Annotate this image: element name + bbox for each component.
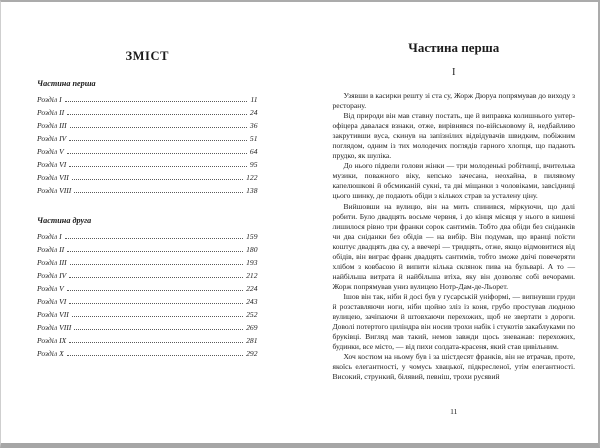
toc-entry-page: 180 [246,245,258,254]
toc-entry-label: Розділ I [37,232,62,241]
toc-entry-page: 281 [246,336,258,345]
toc-entry [37,160,258,173]
toc-entry-label: Розділ IV [37,271,67,280]
toc-entry-label: Розділ V [37,284,64,293]
toc-dot-leader [74,328,243,330]
toc-entry-label: Розділ III [37,258,67,267]
toc-entry-page: 95 [249,160,258,169]
toc-entry [37,297,258,310]
toc-entry-label: Розділ VI [37,297,67,306]
toc-entry [37,258,258,271]
toc-entry-page: 159 [246,232,258,241]
paragraph: До нього підвели голови жінки — три молоденькі робітниці, вчителька музики, поважного віку, кепсько зачесана, неохайна, в пилявому капелюшкові й обсмиканій сукні, та дві міщанки з чоловіками, завсідниці цього шинку, де подають обіди з кількох страв за усталену ціну. [332,161,575,201]
toc-dot-leader [67,250,243,252]
toc-title: ЗМІСТ [125,49,170,63]
toc-dot-leader [69,165,247,167]
paragraph: Від природи він мав ставну постать, ще й виправка колишнього унтер-офіцера давалася взнаки, отже, вирівнявся по-військовому й, недбайливо закрутивши вуса, скинув на запізнілих відвідувачів швидким, побіжним поглядом, одним із тих молодечих поглядів гарного хлопця, що падають прудко, як шуліка. [332,111,575,161]
toc-entry-page: 122 [246,173,258,182]
toc-entry-page: 11 [250,95,258,104]
toc-dot-leader [72,178,243,180]
toc-dot-leader [67,354,243,356]
toc-entry [37,134,258,147]
toc-entry-label: Розділ V [37,147,64,156]
toc-dot-leader [69,302,243,304]
toc-entry-page: 193 [246,258,258,267]
toc-dot-leader [67,152,247,154]
chapter-page [300,2,599,443]
toc-section-heading: Частина перша [37,79,96,88]
toc-entry [37,323,258,336]
paragraph: Узявши в касирки решту зі ста су, Жорж Дюруа попрямував до виходу з ресторану. [332,91,575,111]
toc-entry-label: Розділ I [37,95,62,104]
toc-entry-page: 224 [246,284,258,293]
toc-entry-label: Розділ IX [37,336,67,345]
toc-entry-page: 24 [249,108,258,117]
paragraph: Ішов він так, ніби й досі був у гусарській уніформі, — випнувши груди й розставляючи ноги, ніби щойно зліз із коня, грубо простував людною вулицею, зачіпаючи й штовхаючи перехожих, щоб не звертати з дороги. Доволі потертого циліндра він носив трохи набік і стукотів закаблуками по бруківці. Вигляд мав такий, немов завжди щось зневажав: перехожих, будинки, все місто, — від пихи солдата-красеня, який став цивільним. [332,291,575,352]
toc-entry-label: Розділ VIII [37,323,72,332]
toc-entry-page: 51 [249,134,258,143]
toc-entry [37,121,258,134]
chapter-number: I [452,67,456,78]
toc-entry-page: 252 [246,310,258,319]
toc-entry-label: Розділ X [37,349,64,358]
toc-dot-leader [67,113,247,115]
toc-entry-page: 269 [246,323,258,332]
toc-entry-label: Розділ III [37,121,67,130]
toc-entry-label: Розділ II [37,245,65,254]
toc-entry-label: Розділ VII [37,310,69,319]
toc-entry [37,173,258,186]
toc-entry-label: Розділ VI [37,160,67,169]
toc-entry-page: 36 [249,121,258,130]
toc-entry-label: Розділ VIII [37,186,72,195]
toc-sections [37,79,258,362]
chapter-body [333,91,576,382]
toc-section-heading: Частина друга [37,216,92,225]
toc-dot-leader [69,276,243,278]
toc-entry-page: 292 [246,349,258,358]
toc-entry [37,336,258,349]
toc-entry-page: 138 [246,186,258,195]
toc-entry-page: 64 [249,147,258,156]
toc-entry-page: 212 [246,271,258,280]
toc-dot-leader [69,341,243,343]
toc-dot-leader [65,237,243,239]
toc-entry-label: Розділ IV [37,134,67,143]
toc-entry [37,284,258,297]
toc-page [1,2,300,443]
paragraph: Хоч костюм на ньому був і за шістдесят франків, він не втрачав, проте, якоїсь елегантності, у чомусь хвацької, підкресленої, утім елегантності. Високий, стрункий, білявий, певніш, трохи русявий [332,352,575,382]
toc-entry [37,245,258,258]
toc-dot-leader [67,289,243,291]
toc-entry [37,232,258,245]
toc-entry [37,271,258,284]
toc-entry-label: Розділ VII [37,173,69,182]
toc-dot-leader [70,263,243,265]
toc-dot-leader [70,126,247,128]
toc-entry [37,349,258,362]
toc-dot-leader [72,315,243,317]
part-title: Частина перша [408,40,500,55]
toc-dot-leader [65,100,248,102]
page-number: 11 [450,407,458,416]
toc-entry [37,186,258,199]
toc-entry [37,108,258,121]
toc-entry [37,95,258,108]
paragraph: Вийшовши на вулицю, він на мить спинився, міркуючи, що далі робити. Було двадцять восьме червня, і до кінця місяця у нього в кишені лишилося рівно три франки сорок сантимів. Тобто два обіди без сніданків чи два сніданки без обідів — на вибір. Він подумав, що вранці поїсти коштує двадцять два су, а ввечері — тридцять, отже, якщо відмовитися від обідів, він виграє франк двадцять сантимів, тобто зможе двічі повечеряти хлібом з ковбасою й випити кілька склянок пива на бульварі. А то — найбільша витрата й найбільша втіха, яку він дозволяє собі вечорами. Жорж попрямував униз вулицею Нотр-Дам-де-Льорет. [332,201,575,291]
toc-dot-leader [69,139,247,141]
toc-entry [37,147,258,160]
toc-entry-page: 243 [246,297,258,306]
toc-entry [37,310,258,323]
toc-dot-leader [74,191,243,193]
toc-entry-label: Розділ II [37,108,65,117]
